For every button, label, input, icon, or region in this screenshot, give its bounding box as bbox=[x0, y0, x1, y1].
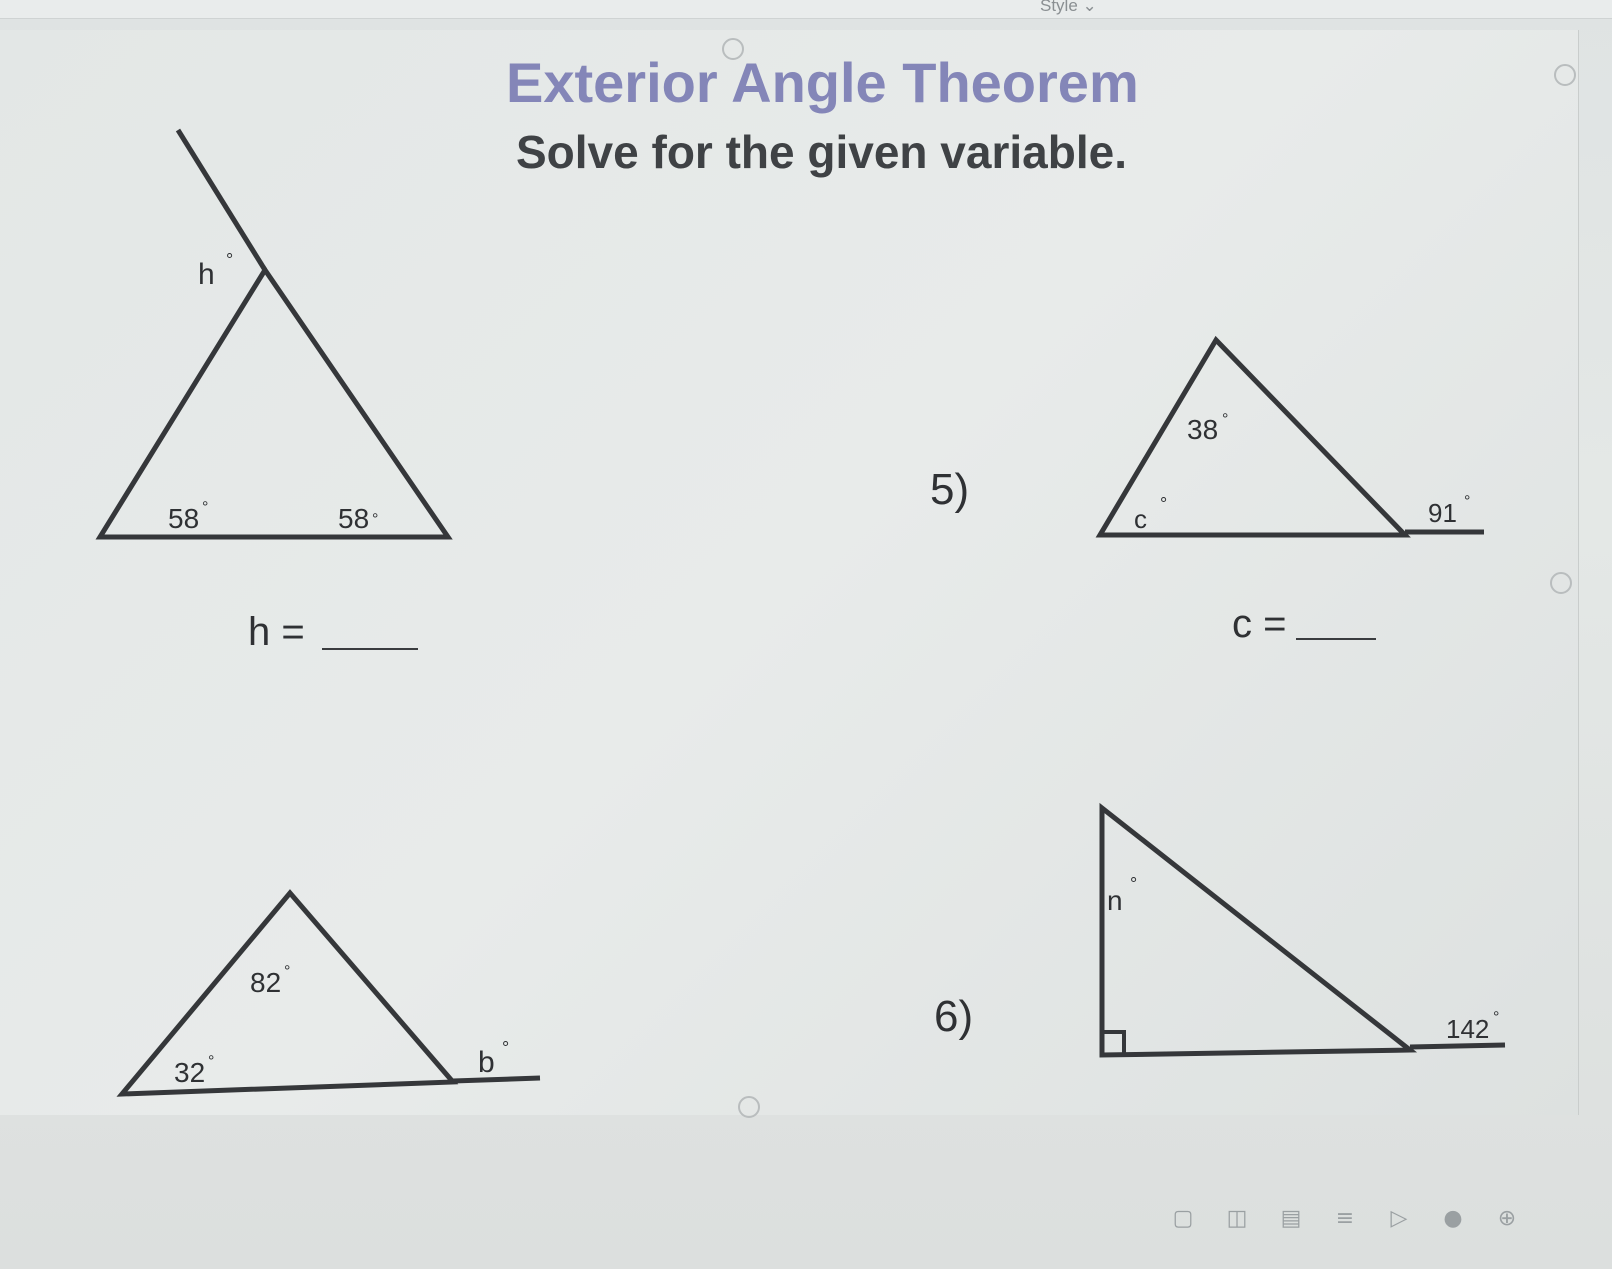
print-layout-icon[interactable]: ▤ bbox=[1280, 1205, 1302, 1231]
degree-mark: ° bbox=[1493, 1009, 1500, 1026]
shape-rotate-handle[interactable] bbox=[722, 38, 744, 60]
triangle-c bbox=[1100, 340, 1484, 535]
answer-label-c: c = bbox=[1232, 602, 1287, 646]
shape-resize-handle[interactable] bbox=[738, 1096, 760, 1118]
degree-mark: ° bbox=[1160, 494, 1168, 514]
label-h: h bbox=[198, 258, 215, 291]
degree-mark-h: ° bbox=[226, 250, 234, 270]
chevron-down-icon: ⌄ bbox=[1082, 0, 1097, 15]
label-n: n bbox=[1107, 885, 1123, 916]
angle-91: 91 bbox=[1428, 498, 1457, 528]
degree-mark: ° bbox=[1130, 874, 1138, 894]
extended-base-line bbox=[453, 1078, 540, 1081]
degree-mark: ° bbox=[372, 511, 379, 528]
triangle-outline bbox=[100, 270, 448, 537]
triangle-outline bbox=[1102, 808, 1410, 1055]
angle-82: 82 bbox=[250, 967, 282, 998]
right-angle-mark bbox=[1102, 1032, 1124, 1055]
play-icon[interactable]: ▷ bbox=[1390, 1205, 1408, 1231]
style-label: Style bbox=[1040, 0, 1078, 15]
page-subtitle: Solve for the given variable. bbox=[516, 126, 1127, 178]
degree-mark: ° bbox=[202, 499, 209, 516]
shape-resize-handle[interactable] bbox=[1554, 64, 1576, 86]
question-number-6: 6) bbox=[934, 992, 974, 1041]
extended-base-line bbox=[1410, 1045, 1505, 1047]
triangle-h bbox=[100, 130, 448, 537]
answer-blank-c[interactable] bbox=[1296, 638, 1376, 640]
angle-142: 142 bbox=[1446, 1014, 1490, 1044]
bottom-toolbar bbox=[1170, 1205, 1520, 1231]
degree-mark: ° bbox=[208, 1053, 215, 1070]
outline-icon[interactable]: ≡ bbox=[1335, 1205, 1355, 1231]
angle-38: 38 bbox=[1187, 414, 1219, 445]
page-view-icon[interactable]: ▢ bbox=[1172, 1205, 1194, 1231]
answer-label-h: h = bbox=[248, 610, 305, 654]
degree-mark: ° bbox=[1222, 411, 1229, 428]
angle-left-58: 58 bbox=[168, 503, 200, 534]
extended-side-line bbox=[178, 130, 265, 270]
degree-mark: ° bbox=[502, 1038, 510, 1058]
label-b: b bbox=[478, 1046, 495, 1079]
angle-right-58: 58 bbox=[338, 503, 370, 534]
angle-32: 32 bbox=[174, 1057, 206, 1088]
answer-blank-h[interactable] bbox=[322, 648, 418, 650]
page-title: Exterior Angle Theorem bbox=[506, 51, 1139, 114]
degree-mark: ° bbox=[284, 963, 291, 980]
triangle-n bbox=[1102, 808, 1505, 1055]
shape-resize-handle[interactable] bbox=[1550, 572, 1572, 594]
record-icon[interactable]: ● bbox=[1443, 1205, 1463, 1231]
layout-icon[interactable]: ◫ bbox=[1226, 1205, 1248, 1231]
zoom-icon[interactable]: ⊕ bbox=[1497, 1205, 1517, 1231]
triangle-outline bbox=[122, 893, 453, 1094]
label-c: c bbox=[1134, 504, 1147, 534]
question-number-5: 5) bbox=[930, 465, 970, 514]
degree-mark: ° bbox=[1464, 493, 1471, 510]
